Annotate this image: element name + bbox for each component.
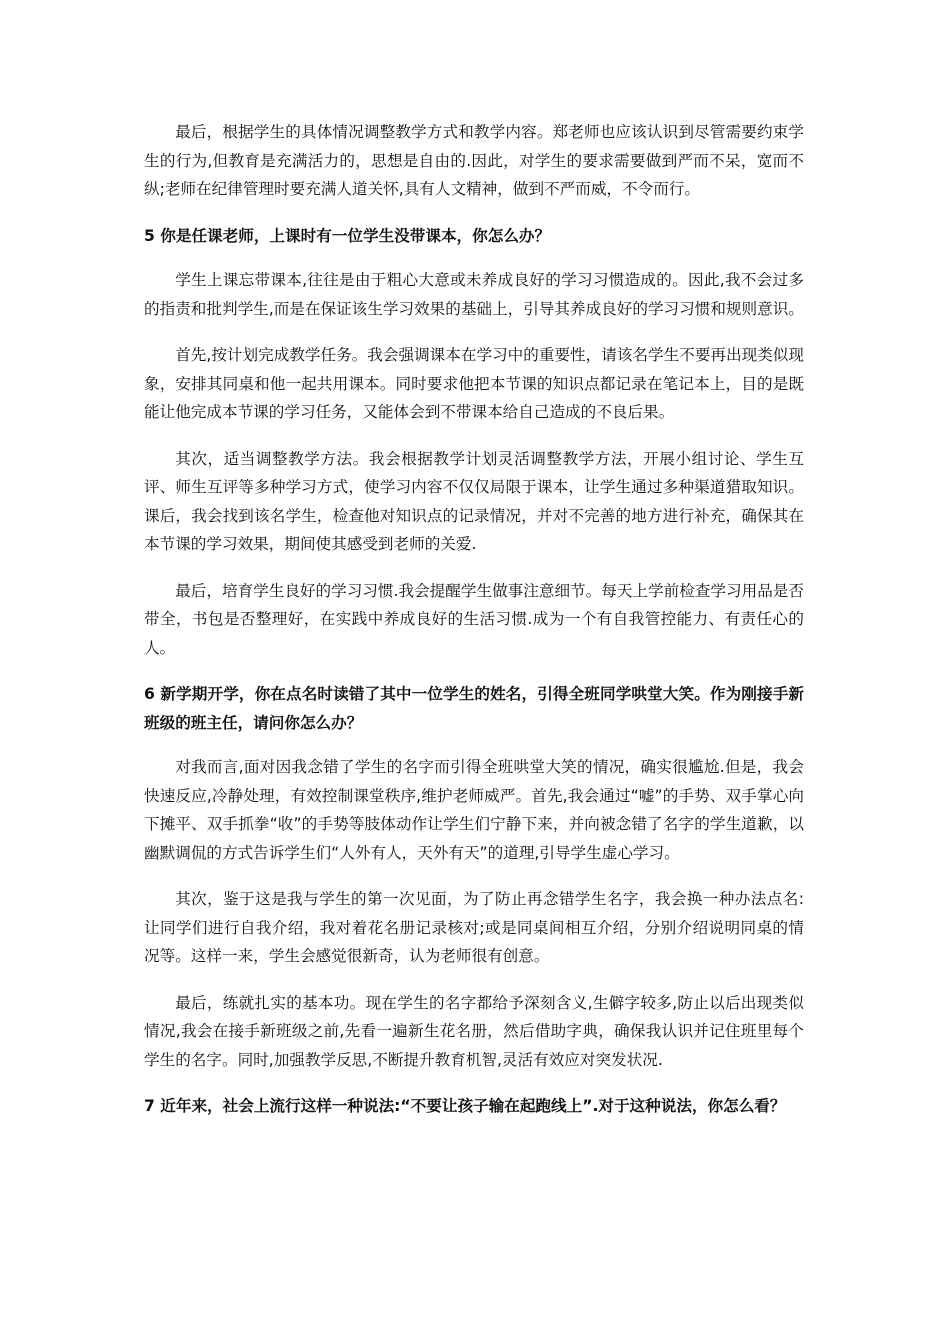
paragraph-answer-5-intro: 学生上课忘带课本,往往是由于粗心大意或未养成良好的学习习惯造成的。因此,我不会过多的指责和批判学生,而是在保证该生学习效果的基础上，引导其养成良好的学习习惯和规则意识。 (144, 271, 804, 318)
paragraph-answer-5-first: 首先,按计划完成教学任务。我会强调课本在学习中的重要性，请该名学生不要再出现类似现象，安排其同桌和他一起共用课本。同时要求他把本节课的知识点都记录在笔记本上，目的是既能让他完成本节课的学习任务，又能体会到不带课本给自己造成的不良后果。 (144, 346, 804, 421)
question-heading-5: 5 你是任课老师，上课时有一位学生没带课本，你怎么办？ (144, 226, 551, 245)
paragraph-answer-6-second: 其次，鉴于这是我与学生的第一次见面，为了防止再念错学生名字，我会换一种办法点名:让同学们进行自我介绍，我对着花名册记录核对;或是同桌间相互介绍，分别介绍说明同桌的情况等。这样一来，学生会感觉很新奇，认为老师很有创意。 (144, 890, 804, 965)
paragraph-answer-5-last: 最后，培育学生良好的学习习惯.我会提醒学生做事注意细节。每天上学前检查学习用品是否带全，书包是否整理好，在实践中养成良好的生活习惯.成为一个有自我管控能力、有责任心的人。 (144, 581, 804, 657)
paragraph-summary-discipline: 最后，根据学生的具体情况调整教学方式和教学内容。郑老师也应该认识到尽管需要约束学生的行为,但教育是充满活力的，思想是自由的.因此，对学生的要求需要做到严而不呆，宽而不纵;老师在纪律管理时要充满人道关怀,具有人文精神，做到不严而威，不令而行。 (144, 123, 804, 198)
paragraph-answer-6-last: 最后，练就扎实的基本功。现在学生的名字都给予深刻含义,生僻字较多,防止以后出现类似情况,我会在接手新班级之前,先看一遍新生花名册，然后借助字典，确保我认识并记住班里每个学生的名字。同时,加强教学反思,不断提升教育机智,灵活有效应对突发状况. (144, 993, 804, 1069)
question-heading-6: 6 新学期开学，你在点名时读错了其中一位学生的姓名，引得全班同学哄堂大笑。作为刚接手新班级的班主任，请问你怎么办？ (144, 685, 804, 732)
question-heading-7: 7 近年来，社会上流行这样一种说法:“不要让孩子输在起跑线上”.对于这种说法，你怎么看？ (144, 1097, 786, 1115)
paragraph-answer-6-intro: 对我而言,面对因我念错了学生的名字而引得全班哄堂大笑的情况，确实很尴尬.但是，我会快速反应,冷静处理，有效控制课堂秩序,维护老师威严。首先,我会通过“嘘”的手势、双手掌心向下摊平、双手抓拳“收”的手势等肢体动作让学生们宁静下来，并向被念错了名字的学生道歉，以幽默调侃的方式告诉学生们“人外有人，天外有天”的道理,引导学生虚心学习。 (144, 758, 804, 862)
paragraph-answer-5-second: 其次，适当调整教学方法。我会根据教学计划灵活调整教学方法，开展小组讨论、学生互评、师生互评等多种学习方式，使学习内容不仅仅局限于课本，让学生通过多种渠道猎取知识。课后，我会找到该名学生，检查他对知识点的记录情况，并对不完善的地方进行补充，确保其在本节课的学习效果，期间使其感受到老师的关爱. (144, 449, 804, 553)
document-body (144, 118, 804, 1137)
